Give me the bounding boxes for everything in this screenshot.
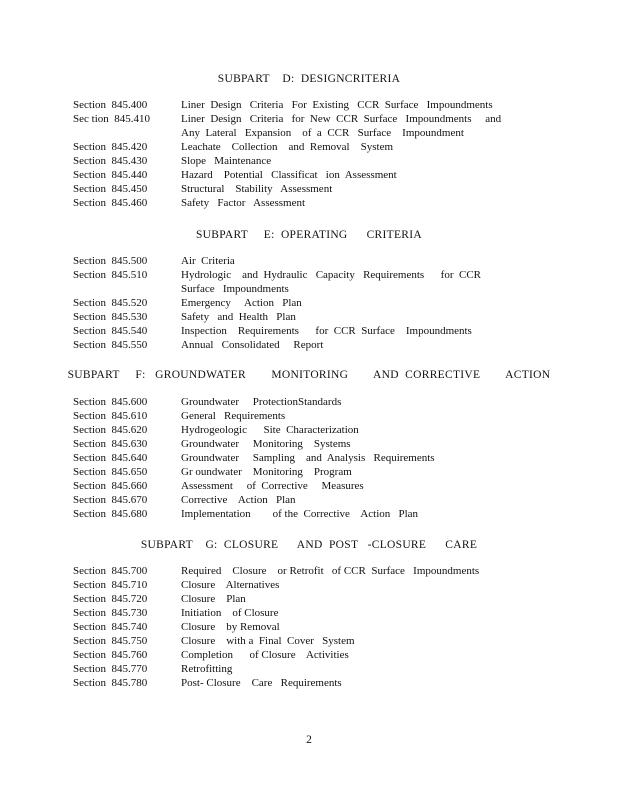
section-number: Section 845.430 [73,155,148,167]
section-title: Safety Factor Assessment [181,197,306,209]
section-title: Closure with a Final Cover System [181,635,355,647]
section-title: Safety and Health Plan [181,311,296,323]
section-title: Any Lateral Expansion of a CCR Surface Impoundment [181,127,464,139]
subpart-e-heading: SUBPART E: OPERATING CRITERIA [195,229,423,241]
section-title: Closure Plan [181,593,246,605]
section-title: Surface Impoundments [181,283,289,295]
section-title: Post- Closure Care Requirements [181,677,342,689]
section-number: Section 845.760 [73,649,148,661]
section-number: Section 845.620 [73,424,148,436]
section-number: Section 845.440 [73,169,148,181]
section-title: Retrofitting [181,663,233,675]
section-number: Section 845.770 [73,663,148,675]
toc-row [0,507,618,521]
section-number: Section 845.780 [73,677,148,689]
section-title: Corrective Action Plan [181,494,296,506]
section-number: Section 845.740 [73,621,148,633]
subpart-d-heading: SUBPART D: DESIGNCRITERIA [217,73,401,85]
section-title: Liner Design Criteria for New CCR Surface Impoundments and [181,113,502,125]
section-title: Closure by Removal [181,621,280,633]
toc-row [0,578,618,592]
toc-row [0,606,618,620]
section-number: Section 845.680 [73,508,148,520]
section-title: Hazard Potential Classificat ion Assessment [181,169,397,181]
toc-row [0,324,618,338]
toc-row [0,196,618,210]
section-number: Section 845.460 [73,197,148,209]
section-title: Gr oundwater Monitoring Program [181,466,352,478]
section-title: Groundwater Monitoring Systems [181,438,351,450]
section-number: Section 845.610 [73,410,148,422]
section-number: Section 845.530 [73,311,148,323]
toc-row [0,154,618,168]
section-title: Implementation of the Corrective Action Plan [181,508,419,520]
toc-row [0,465,618,479]
toc-row [0,140,618,154]
toc-row [0,479,618,493]
toc-row [0,395,618,409]
section-title: Inspection Requirements for CCR Surface Impoundments [181,325,472,337]
toc-row [0,98,618,112]
section-number: Section 845.730 [73,607,148,619]
toc-row [0,676,618,690]
toc-row [0,620,618,634]
section-number: Section 845.450 [73,183,148,195]
toc-row [0,662,618,676]
toc-row [0,409,618,423]
section-number: Section 845.420 [73,141,148,153]
section-number: Section 845.720 [73,593,148,605]
toc-row [0,168,618,182]
section-title: Leachate Collection and Removal System [181,141,394,153]
section-number: Section 845.640 [73,452,148,464]
toc-row [0,648,618,662]
section-number: Section 845.700 [73,565,148,577]
subpart-g-heading: SUBPART G: CLOSURE AND POST -CLOSURE CARE [140,539,478,551]
section-title: Slope Maintenance [181,155,272,167]
toc-row [0,310,618,324]
toc-row [0,493,618,507]
section-title: Groundwater Sampling and Analysis Requirements [181,452,435,464]
section-title: Required Closure or Retrofit of CCR Surface Impoundments [181,565,480,577]
section-title: Hydrogeologic Site Characterization [181,424,359,436]
section-number: Section 845.550 [73,339,148,351]
toc-row [0,564,618,578]
section-title: Emergency Action Plan [181,297,302,309]
section-number: Section 845.510 [73,269,148,281]
toc-row [0,268,618,282]
section-title: Hydrologic and Hydraulic Capacity Requirements for CCR [181,269,481,281]
section-number: Section 845.500 [73,255,148,267]
toc-row [0,296,618,310]
section-number: Section 845.660 [73,480,148,492]
toc-row [0,437,618,451]
section-number: Section 845.710 [73,579,148,591]
section-title: Annual Consolidated Report [181,339,324,351]
subpart-f-heading: SUBPART F: GROUNDWATER MONITORING AND CORRECTIVE ACTION [67,369,551,381]
section-title: Completion of Closure Activities [181,649,349,661]
section-title: Closure Alternatives [181,579,280,591]
toc-row [0,126,618,140]
toc-row [0,182,618,196]
toc-row [0,592,618,606]
section-title: Initiation of Closure [181,607,279,619]
toc-row [0,254,618,268]
toc-row [0,338,618,352]
toc-row [0,282,618,296]
section-number: Section 845.670 [73,494,148,506]
toc-row [0,451,618,465]
section-number: Section 845.650 [73,466,148,478]
section-number: Sec tion 845.410 [73,113,150,125]
toc-row [0,112,618,126]
section-title: Structural Stability Assessment [181,183,333,195]
section-title: Assessment of Corrective Measures [181,480,364,492]
toc-row [0,423,618,437]
section-title: Liner Design Criteria For Existing CCR Surface Impoundments [181,99,493,111]
section-title: Groundwater ProtectionStandards [181,396,342,408]
section-number: Section 845.750 [73,635,148,647]
section-title: General Requirements [181,410,286,422]
section-title: Air Criteria [181,255,235,267]
section-number: Section 845.400 [73,99,148,111]
page-number: 2 [306,734,312,746]
toc-row [0,634,618,648]
section-number: Section 845.630 [73,438,148,450]
section-number: Section 845.600 [73,396,148,408]
section-number: Section 845.520 [73,297,148,309]
section-number: Section 845.540 [73,325,148,337]
